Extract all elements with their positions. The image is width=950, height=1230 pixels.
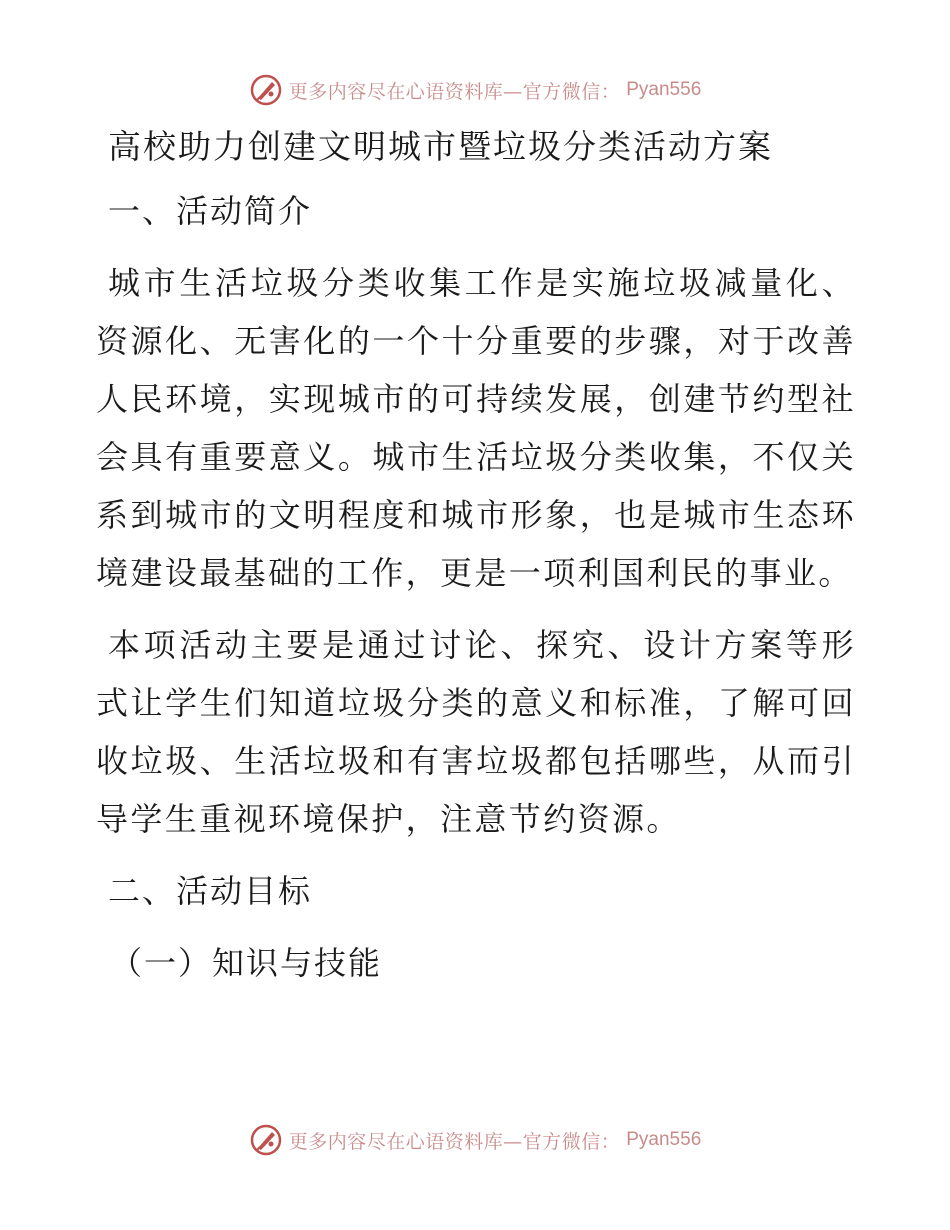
watermark-wechat-id: Pyan556 xyxy=(626,79,702,100)
quill-logo-icon xyxy=(249,1123,283,1157)
section-heading-goals: 二、活动目标 xyxy=(108,872,313,910)
watermark-wechat-id: Pyan556 xyxy=(626,1129,702,1150)
watermark-text: 更多内容尽在心语资料库—官方微信： xyxy=(288,1130,621,1153)
watermark-text: 更多内容尽在心语资料库—官方微信： xyxy=(288,80,621,103)
document-title: 高校助力创建文明城市暨垃圾分类活动方案 xyxy=(108,127,773,166)
subsection-heading-knowledge: （一）知识与技能 xyxy=(110,944,383,982)
paragraph-purpose: 本项活动主要是通过讨论、探究、设计方案等形式让学生们知道垃圾分类的意义和标准，了解可回收垃圾、生活垃圾和有害垃圾都包括哪些，从而引导学生重视环境保护，注意节约资源。 xyxy=(96,626,856,838)
section-heading-intro: 一、活动简介 xyxy=(108,192,313,230)
quill-logo-icon xyxy=(249,73,283,107)
paragraph-intro: 城市生活垃圾分类收集工作是实施垃圾减量化、资源化、无害化的一个十分重要的步骤，对于改善人民环境，实现城市的可持续发展，创建节约型社会具有重要意义。城市生活垃圾分类收集，不仅关系到城市的文明程度和城市形象，也是城市生态环境建设最基础的工作，更是一项利国利民的事业。 xyxy=(96,264,856,592)
document-body xyxy=(96,118,856,1006)
header-watermark xyxy=(0,70,950,110)
footer-watermark xyxy=(0,1120,950,1160)
